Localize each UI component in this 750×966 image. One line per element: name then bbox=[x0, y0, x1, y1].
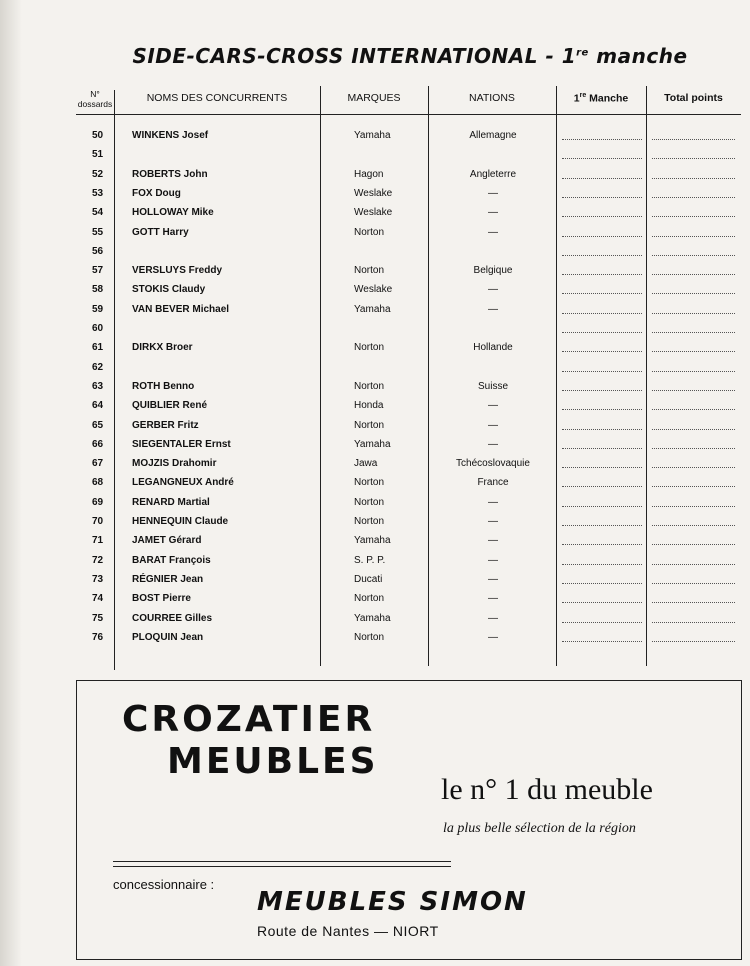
table-row bbox=[76, 265, 741, 284]
header-names: NOMS DES CONCURRENTS bbox=[146, 92, 288, 104]
rider-number: 58 bbox=[92, 284, 104, 296]
header-makes: MARQUES bbox=[347, 92, 401, 104]
total-score-blank bbox=[652, 525, 735, 526]
rider-nation: Tchécoslovaquie bbox=[456, 458, 530, 470]
rider-name: WINKENS Josef bbox=[132, 130, 209, 141]
rider-nation: Belgique bbox=[473, 265, 513, 277]
rider-name: GERBER Fritz bbox=[132, 419, 199, 431]
rider-name: HOLLOWAY Mike bbox=[132, 207, 214, 219]
round1-score-blank bbox=[562, 371, 642, 372]
rider-nation: — bbox=[488, 554, 498, 566]
total-score-blank bbox=[652, 293, 735, 294]
rider-nation: — bbox=[488, 226, 498, 238]
rider-number: 75 bbox=[92, 612, 104, 624]
table-row bbox=[76, 516, 741, 535]
total-score-blank bbox=[652, 409, 735, 410]
rider-number: 62 bbox=[92, 361, 104, 373]
round1-score-blank bbox=[562, 602, 642, 603]
rider-name: QUIBLIER René bbox=[132, 400, 208, 412]
rider-nation: — bbox=[488, 573, 498, 585]
table-row bbox=[76, 323, 741, 342]
table-row bbox=[76, 149, 741, 168]
rider-number: 59 bbox=[92, 303, 104, 315]
rider-make: Norton bbox=[354, 477, 385, 489]
rider-nation: — bbox=[488, 207, 498, 219]
total-score-blank bbox=[652, 448, 735, 449]
header-number: N° dossards bbox=[77, 89, 113, 109]
rider-number: 50 bbox=[92, 130, 104, 141]
total-score-blank bbox=[652, 486, 735, 487]
rider-name: HENNEQUIN Claude bbox=[132, 516, 229, 527]
round1-score-blank bbox=[562, 409, 642, 410]
rider-make: Norton bbox=[354, 496, 385, 508]
rider-number: 76 bbox=[92, 631, 104, 643]
round1-score-blank bbox=[562, 351, 642, 352]
total-score-blank bbox=[652, 564, 735, 565]
rider-number: 68 bbox=[92, 477, 104, 489]
ad-brand-line1: CROZATIER bbox=[122, 699, 376, 740]
table-row bbox=[76, 458, 741, 477]
total-score-blank bbox=[652, 544, 735, 545]
rider-make: Norton bbox=[354, 265, 385, 277]
header-nations: NATIONS bbox=[469, 92, 515, 104]
rider-number: 67 bbox=[92, 458, 104, 470]
rider-nation: — bbox=[488, 535, 498, 547]
ad-brand-line2: MEUBLES bbox=[167, 741, 379, 782]
total-score-blank bbox=[652, 313, 735, 314]
rider-nation: — bbox=[488, 303, 498, 315]
rider-name: JAMET Gérard bbox=[132, 535, 202, 547]
ad-dealer-name: MEUBLES SIMON bbox=[257, 887, 528, 917]
round1-score-blank bbox=[562, 506, 642, 507]
round1-score-blank bbox=[562, 255, 642, 256]
ad-rule bbox=[113, 866, 451, 867]
rider-name: MOJZIS Drahomir bbox=[132, 458, 217, 470]
rider-make: Norton bbox=[354, 342, 385, 354]
rider-make: Norton bbox=[354, 516, 385, 527]
round1-score-blank bbox=[562, 216, 642, 217]
round1-score-blank bbox=[562, 390, 642, 391]
rider-make: Weslake bbox=[354, 187, 393, 199]
total-score-blank bbox=[652, 602, 735, 603]
rider-number: 52 bbox=[92, 168, 104, 180]
total-score-blank bbox=[652, 236, 735, 237]
rider-nation: — bbox=[488, 516, 498, 527]
rider-number: 61 bbox=[92, 342, 104, 354]
round1-score-blank bbox=[562, 313, 642, 314]
rider-make: Norton bbox=[354, 419, 385, 431]
ad-rule bbox=[113, 861, 451, 862]
round1-score-blank bbox=[562, 274, 642, 275]
table-header bbox=[76, 86, 741, 114]
rider-name: RENARD Martial bbox=[132, 496, 210, 508]
rider-nation: — bbox=[488, 593, 498, 605]
rider-name: VAN BEVER Michael bbox=[132, 303, 230, 315]
rider-number: 55 bbox=[92, 226, 104, 238]
rider-name: ROTH Benno bbox=[132, 380, 195, 392]
table-row bbox=[76, 362, 741, 381]
total-score-blank bbox=[652, 583, 735, 584]
round1-score-blank bbox=[562, 197, 642, 198]
rider-make: Norton bbox=[354, 380, 385, 392]
total-score-blank bbox=[652, 178, 735, 179]
rider-make: Honda bbox=[354, 400, 384, 412]
header-rule bbox=[76, 114, 741, 115]
rider-nation: — bbox=[488, 631, 498, 643]
table-row bbox=[76, 593, 741, 612]
round1-score-blank bbox=[562, 236, 642, 237]
table-row bbox=[76, 284, 741, 303]
ad-concessionnaire-label: concessionnaire : bbox=[113, 877, 215, 892]
rider-make: Hagon bbox=[354, 168, 384, 180]
table-row bbox=[76, 535, 741, 554]
rider-number: 74 bbox=[92, 593, 104, 605]
rider-name: COURREE Gilles bbox=[132, 612, 213, 624]
table-row bbox=[76, 227, 741, 246]
round1-score-blank bbox=[562, 429, 642, 430]
total-score-blank bbox=[652, 332, 735, 333]
table-row bbox=[76, 246, 741, 265]
total-score-blank bbox=[652, 371, 735, 372]
round1-score-blank bbox=[562, 448, 642, 449]
rider-nation: Allemagne bbox=[469, 130, 517, 141]
rider-name: RÉGNIER Jean bbox=[132, 573, 204, 585]
rider-make: Norton bbox=[354, 226, 385, 238]
rider-nation: — bbox=[488, 419, 498, 431]
round1-score-blank bbox=[562, 332, 642, 333]
table-row bbox=[76, 632, 741, 651]
ad-subline: la plus belle sélection de la région bbox=[443, 821, 636, 836]
rider-make: Yamaha bbox=[354, 130, 391, 141]
table-row bbox=[76, 381, 741, 400]
table-row bbox=[76, 207, 741, 226]
rider-nation: — bbox=[488, 284, 498, 296]
round1-score-blank bbox=[562, 293, 642, 294]
round1-score-blank bbox=[562, 622, 642, 623]
rider-number: 73 bbox=[92, 573, 104, 585]
round1-score-blank bbox=[562, 544, 642, 545]
rider-nation: — bbox=[488, 187, 498, 199]
total-score-blank bbox=[652, 622, 735, 623]
round1-score-blank bbox=[562, 525, 642, 526]
rider-number: 56 bbox=[92, 245, 104, 257]
rider-number: 69 bbox=[92, 496, 104, 508]
rider-nation: — bbox=[488, 612, 498, 624]
rider-number: 63 bbox=[92, 380, 104, 392]
total-score-blank bbox=[652, 139, 735, 140]
rider-make: Yamaha bbox=[354, 535, 391, 547]
header-round1: 1re Manche bbox=[573, 92, 629, 105]
rider-number: 72 bbox=[92, 554, 104, 566]
rider-make: S. P. P. bbox=[354, 554, 386, 566]
entrants-table bbox=[76, 86, 741, 666]
rider-nation: — bbox=[488, 496, 498, 508]
table-row bbox=[76, 439, 741, 458]
rider-make: Jawa bbox=[354, 458, 378, 470]
rider-make: Yamaha bbox=[354, 303, 391, 315]
rider-number: 53 bbox=[92, 187, 104, 199]
rider-name: DIRKX Broer bbox=[132, 342, 193, 354]
rider-name: BARAT François bbox=[132, 554, 211, 566]
total-score-blank bbox=[652, 429, 735, 430]
rider-number: 70 bbox=[92, 516, 104, 527]
table-row bbox=[76, 497, 741, 516]
rider-nation: Angleterre bbox=[469, 168, 517, 180]
rider-make: Ducati bbox=[354, 573, 383, 585]
page-edge-shadow bbox=[0, 0, 22, 966]
round1-score-blank bbox=[562, 564, 642, 565]
advertisement bbox=[76, 680, 742, 960]
rider-name: VERSLUYS Freddy bbox=[132, 265, 223, 277]
table-row bbox=[76, 477, 741, 496]
table-row bbox=[76, 400, 741, 419]
rider-nation: Suisse bbox=[477, 380, 508, 392]
ad-slogan: le n° 1 du meuble bbox=[441, 773, 653, 806]
rider-make: Yamaha bbox=[354, 438, 391, 450]
rider-name: LEGANGNEUX André bbox=[132, 477, 234, 489]
rider-name: ROBERTS John bbox=[132, 168, 208, 180]
rider-make: Weslake bbox=[354, 284, 393, 296]
table-row bbox=[76, 342, 741, 361]
header-total: Total points bbox=[664, 92, 723, 104]
table-row bbox=[76, 613, 741, 632]
rider-number: 57 bbox=[92, 265, 104, 277]
rider-name: PLOQUIN Jean bbox=[132, 631, 204, 643]
table-row bbox=[76, 574, 741, 593]
rider-make: Weslake bbox=[354, 207, 393, 219]
rider-number: 54 bbox=[92, 207, 104, 219]
rider-number: 65 bbox=[92, 419, 104, 431]
round1-score-blank bbox=[562, 178, 642, 179]
rider-name: STOKIS Claudy bbox=[132, 284, 206, 296]
table-row bbox=[76, 169, 741, 188]
total-score-blank bbox=[652, 197, 735, 198]
total-score-blank bbox=[652, 506, 735, 507]
rider-number: 60 bbox=[92, 323, 104, 334]
rider-number: 51 bbox=[92, 149, 104, 161]
rider-name: GOTT Harry bbox=[132, 226, 189, 238]
round1-score-blank bbox=[562, 583, 642, 584]
rider-name: FOX Doug bbox=[132, 187, 181, 199]
round1-score-blank bbox=[562, 158, 642, 159]
round1-score-blank bbox=[562, 139, 642, 140]
rider-make: Yamaha bbox=[354, 612, 391, 624]
rider-name: BOST Pierre bbox=[132, 593, 191, 605]
round1-score-blank bbox=[562, 641, 642, 642]
rider-nation: — bbox=[488, 438, 498, 450]
table-row bbox=[76, 188, 741, 207]
rider-number: 64 bbox=[92, 400, 104, 412]
rider-make: Norton bbox=[354, 631, 385, 643]
table-row bbox=[76, 304, 741, 323]
total-score-blank bbox=[652, 274, 735, 275]
total-score-blank bbox=[652, 255, 735, 256]
ad-address: Route de Nantes — NIORT bbox=[257, 923, 439, 939]
round1-score-blank bbox=[562, 467, 642, 468]
total-score-blank bbox=[652, 467, 735, 468]
total-score-blank bbox=[652, 216, 735, 217]
total-score-blank bbox=[652, 641, 735, 642]
rider-nation: France bbox=[477, 477, 509, 489]
rider-name: SIEGENTALER Ernst bbox=[132, 438, 231, 450]
table-row bbox=[76, 420, 741, 439]
total-score-blank bbox=[652, 351, 735, 352]
rider-number: 66 bbox=[92, 438, 104, 450]
table-row bbox=[76, 555, 741, 574]
rider-number: 71 bbox=[92, 535, 104, 547]
total-score-blank bbox=[652, 390, 735, 391]
page-title: SIDE-CARS-CROSS INTERNATIONAL - 1re manche bbox=[132, 44, 688, 68]
rider-nation: Hollande bbox=[473, 342, 513, 354]
rider-make: Norton bbox=[354, 593, 385, 605]
rider-nation: — bbox=[488, 400, 498, 412]
table-row bbox=[76, 130, 741, 149]
round1-score-blank bbox=[562, 486, 642, 487]
total-score-blank bbox=[652, 158, 735, 159]
